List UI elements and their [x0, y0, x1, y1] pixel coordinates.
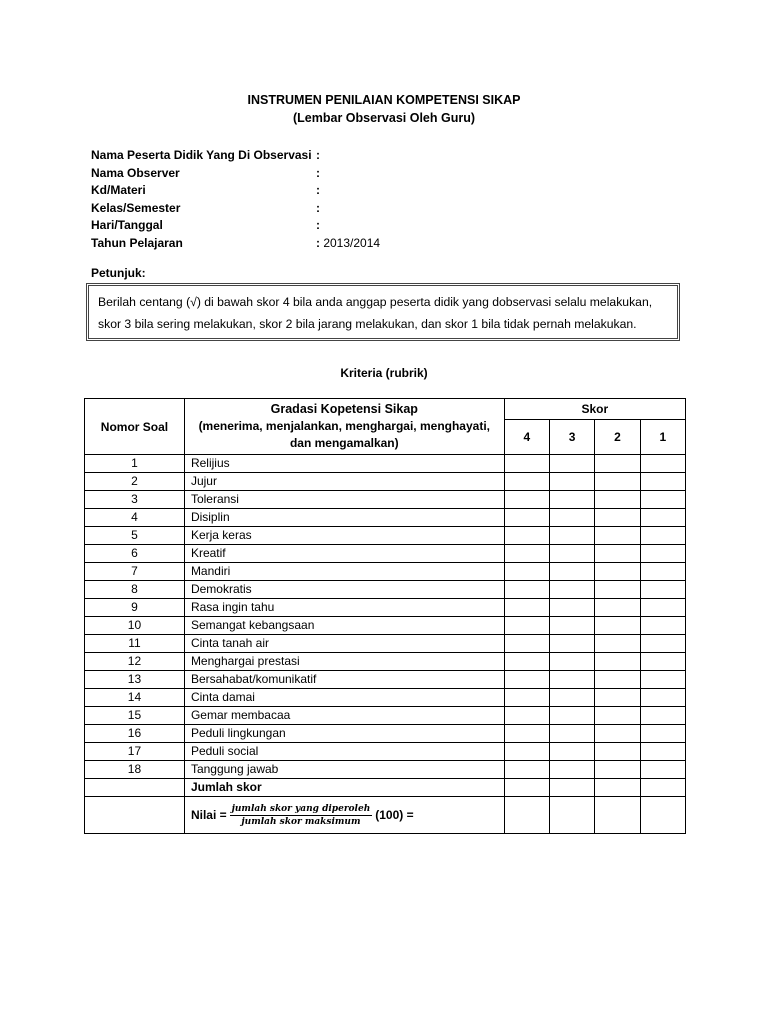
row-criterion: Mandiri — [184, 563, 504, 581]
row-number: 12 — [85, 653, 185, 671]
table-row — [85, 545, 686, 563]
score-cell[interactable] — [549, 509, 594, 527]
score-cell[interactable] — [504, 455, 549, 473]
document-title: INSTRUMEN PENILAIAN KOMPETENSI SIKAP — [247, 93, 521, 107]
score-cell[interactable] — [595, 725, 640, 743]
row-number: 6 — [85, 545, 185, 563]
score-cell[interactable] — [595, 509, 640, 527]
score-cell[interactable] — [640, 653, 685, 671]
row-criterion: Kreatif — [184, 545, 504, 563]
score-cell[interactable] — [504, 779, 549, 797]
nilai-fraction — [230, 804, 373, 827]
header-skor-2: 2 — [595, 420, 640, 455]
table-row — [85, 527, 686, 545]
row-criterion: Menghargai prestasi — [184, 653, 504, 671]
score-cell[interactable] — [595, 563, 640, 581]
row-number: 3 — [85, 491, 185, 509]
table-row — [85, 635, 686, 653]
row-number: 2 — [85, 473, 185, 491]
score-cell[interactable] — [595, 473, 640, 491]
info-label: Kd/Materi — [91, 183, 146, 198]
petunjuk-label: Petunjuk: — [91, 266, 146, 280]
row-criterion: Jujur — [184, 473, 504, 491]
table-row — [85, 671, 686, 689]
row-number: 14 — [85, 689, 185, 707]
nilai-suffix: (100) = — [375, 808, 414, 822]
header-nomor-soal: Nomor Soal — [85, 399, 185, 455]
nilai-formula-cell — [184, 797, 504, 834]
score-cell[interactable] — [504, 653, 549, 671]
score-cell[interactable] — [549, 797, 594, 834]
kriteria-title: Kriteria (rubrik) — [340, 366, 428, 380]
info-colon: : — [316, 218, 320, 233]
score-cell[interactable] — [640, 509, 685, 527]
table-row — [85, 725, 686, 743]
info-colon: : — [316, 148, 320, 162]
score-cell[interactable] — [549, 761, 594, 779]
score-cell[interactable] — [640, 473, 685, 491]
score-cell[interactable] — [595, 455, 640, 473]
score-cell[interactable] — [504, 725, 549, 743]
row-criterion: Tanggung jawab — [184, 761, 504, 779]
score-cell[interactable] — [504, 599, 549, 617]
header-skor-1: 1 — [640, 420, 685, 455]
table-row — [85, 689, 686, 707]
row-number: 1 — [85, 455, 185, 473]
info-row-hari-tanggal — [91, 217, 380, 235]
info-row-kelas-semester — [91, 200, 380, 218]
score-cell[interactable] — [595, 671, 640, 689]
header-skor-3: 3 — [549, 420, 594, 455]
score-cell[interactable] — [549, 545, 594, 563]
jumlah-skor-no-cell — [85, 779, 185, 797]
score-cell[interactable] — [504, 743, 549, 761]
score-cell[interactable] — [595, 761, 640, 779]
petunjuk-line-2: skor 3 bila sering melakukan, skor 2 bila jarang melakukan, dan skor 1 bila tidak pernah melakukan. — [98, 317, 637, 331]
score-cell[interactable] — [595, 635, 640, 653]
row-number: 16 — [85, 725, 185, 743]
score-cell[interactable] — [595, 599, 640, 617]
table-row — [85, 509, 686, 527]
table-body — [85, 455, 686, 779]
score-cell[interactable] — [549, 563, 594, 581]
row-criterion: Gemar membacaa — [184, 707, 504, 725]
score-cell[interactable] — [595, 653, 640, 671]
score-cell[interactable] — [504, 671, 549, 689]
score-cell[interactable] — [640, 527, 685, 545]
score-cell[interactable] — [595, 797, 640, 834]
info-row-kd-materi — [91, 182, 380, 200]
table-row — [85, 599, 686, 617]
rubric-table — [84, 398, 686, 834]
table-row — [85, 581, 686, 599]
row-criterion: Rasa ingin tahu — [184, 599, 504, 617]
row-criterion: Kerja keras — [184, 527, 504, 545]
nilai-row — [85, 797, 686, 834]
score-cell[interactable] — [549, 707, 594, 725]
header-skor: Skor — [504, 399, 685, 420]
table-row — [85, 653, 686, 671]
row-criterion: Disiplin — [184, 509, 504, 527]
table-row — [85, 473, 686, 491]
info-colon: : — [316, 165, 320, 180]
score-cell[interactable] — [549, 653, 594, 671]
score-cell[interactable] — [549, 617, 594, 635]
score-cell[interactable] — [595, 617, 640, 635]
info-value: 2013/2014 — [320, 235, 381, 250]
score-cell[interactable] — [595, 743, 640, 761]
row-number: 15 — [85, 707, 185, 725]
petunjuk-line-1: Berilah centang (√) di bawah skor 4 bila anda anggap peserta didik yang dobservasi selalu melakukan, — [98, 295, 653, 309]
score-cell[interactable] — [595, 707, 640, 725]
info-label: Kelas/Semester — [91, 200, 181, 215]
row-criterion: Semangat kebangsaan — [184, 617, 504, 635]
row-number: 4 — [85, 509, 185, 527]
row-number: 9 — [85, 599, 185, 617]
nilai-no-cell — [85, 797, 185, 834]
score-cell[interactable] — [504, 491, 549, 509]
document-subtitle: (Lembar Observasi Oleh Guru) — [293, 111, 475, 125]
nilai-numerator: jumlah skor yang diperoleh — [231, 803, 371, 814]
score-cell[interactable] — [504, 473, 549, 491]
score-cell[interactable] — [640, 797, 685, 834]
score-cell[interactable] — [549, 527, 594, 545]
row-criterion: Peduli lingkungan — [184, 725, 504, 743]
info-row-tahun-pelajaran — [91, 235, 380, 253]
score-cell[interactable] — [549, 581, 594, 599]
score-cell[interactable] — [640, 671, 685, 689]
row-number: 17 — [85, 743, 185, 761]
score-cell[interactable] — [595, 581, 640, 599]
header-gradasi-line-2: (menerima, menjalankan, menghargai, menghayati, — [198, 419, 490, 433]
score-cell[interactable] — [640, 707, 685, 725]
header-gradasi — [184, 399, 504, 455]
table-row — [85, 455, 686, 473]
score-cell[interactable] — [549, 491, 594, 509]
info-colon: : — [316, 235, 320, 250]
table-row — [85, 617, 686, 635]
header-skor-4: 4 — [504, 420, 549, 455]
nilai-denominator: jumlah skor maksimum — [241, 816, 361, 827]
score-cell[interactable] — [640, 743, 685, 761]
jumlah-skor-label: Jumlah skor — [184, 779, 504, 797]
score-cell[interactable] — [640, 563, 685, 581]
score-cell[interactable] — [640, 545, 685, 563]
score-cell[interactable] — [504, 797, 549, 834]
table-row — [85, 563, 686, 581]
nilai-label: Nilai = — [190, 808, 227, 822]
info-label: Nama Observer — [91, 165, 180, 180]
score-cell[interactable] — [504, 509, 549, 527]
score-cell[interactable] — [595, 689, 640, 707]
row-criterion: Toleransi — [184, 491, 504, 509]
jumlah-skor-row — [85, 779, 686, 797]
score-cell[interactable] — [549, 671, 594, 689]
score-cell[interactable] — [549, 599, 594, 617]
score-cell[interactable] — [640, 599, 685, 617]
info-row-nama-peserta — [91, 147, 380, 165]
row-number: 10 — [85, 617, 185, 635]
score-cell[interactable] — [549, 725, 594, 743]
score-cell[interactable] — [549, 473, 594, 491]
row-criterion: Relijius — [184, 455, 504, 473]
score-cell[interactable] — [595, 779, 640, 797]
identity-section — [91, 147, 380, 253]
score-cell[interactable] — [640, 689, 685, 707]
score-cell[interactable] — [549, 779, 594, 797]
nilai-formula — [191, 804, 414, 827]
score-cell[interactable] — [549, 743, 594, 761]
score-cell[interactable] — [504, 527, 549, 545]
score-cell[interactable] — [640, 761, 685, 779]
row-criterion: Bersahabat/komunikatif — [184, 671, 504, 689]
score-cell[interactable] — [504, 563, 549, 581]
row-number: 5 — [85, 527, 185, 545]
score-cell[interactable] — [504, 707, 549, 725]
score-cell[interactable] — [549, 635, 594, 653]
score-cell[interactable] — [640, 491, 685, 509]
info-label: Nama Peserta Didik Yang Di Observasi — [91, 148, 312, 162]
score-cell[interactable] — [640, 779, 685, 797]
row-number: 7 — [85, 563, 185, 581]
score-cell[interactable] — [640, 617, 685, 635]
header-gradasi-line-1: Gradasi Kopetensi Sikap — [270, 402, 418, 416]
table-header-row — [85, 399, 686, 420]
score-cell[interactable] — [549, 455, 594, 473]
score-cell[interactable] — [504, 689, 549, 707]
petunjuk-box — [86, 283, 680, 341]
score-cell[interactable] — [504, 761, 549, 779]
row-number: 18 — [85, 761, 185, 779]
row-number: 13 — [85, 671, 185, 689]
row-criterion: Cinta damai — [184, 689, 504, 707]
score-cell[interactable] — [640, 581, 685, 599]
score-cell[interactable] — [504, 545, 549, 563]
score-cell[interactable] — [595, 545, 640, 563]
info-colon: : — [316, 183, 320, 198]
header-gradasi-line-3: dan mengamalkan) — [289, 436, 399, 450]
score-cell[interactable] — [504, 635, 549, 653]
score-cell[interactable] — [504, 581, 549, 599]
info-label: Tahun Pelajaran — [91, 235, 183, 250]
score-cell[interactable] — [640, 455, 685, 473]
table-row — [85, 761, 686, 779]
row-criterion: Cinta tanah air — [184, 635, 504, 653]
score-cell[interactable] — [549, 689, 594, 707]
score-cell[interactable] — [595, 491, 640, 509]
info-row-nama-observer — [91, 165, 380, 183]
score-cell[interactable] — [595, 527, 640, 545]
score-cell[interactable] — [640, 635, 685, 653]
score-cell[interactable] — [504, 617, 549, 635]
info-label: Hari/Tanggal — [91, 218, 163, 233]
score-cell[interactable] — [640, 725, 685, 743]
table-row — [85, 707, 686, 725]
row-number: 8 — [85, 581, 185, 599]
table-row — [85, 491, 686, 509]
row-criterion: Peduli social — [184, 743, 504, 761]
table-row — [85, 743, 686, 761]
info-colon: : — [316, 200, 320, 215]
row-number: 11 — [85, 635, 185, 653]
row-criterion: Demokratis — [184, 581, 504, 599]
